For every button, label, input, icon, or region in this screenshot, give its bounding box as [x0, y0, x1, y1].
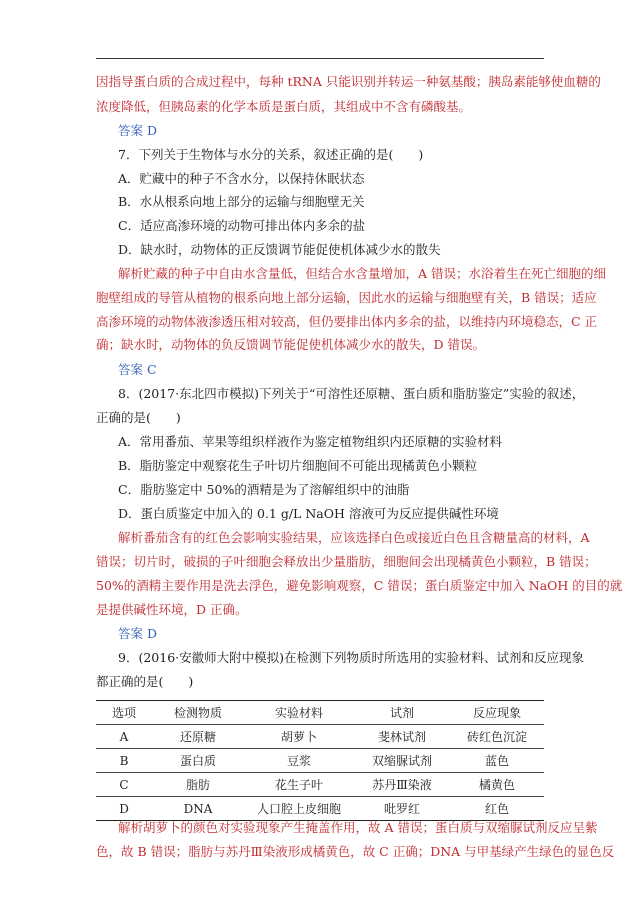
table-cell: 胡萝卜: [244, 725, 354, 749]
q8-option-d: D．蛋白质鉴定中加入的 0.1 g/L NaOH 溶液可为反应提供碱性环境: [118, 506, 499, 521]
q7-option-d: D．缺水时，动物体的正反馈调节能促使机体减少水的散失: [118, 242, 441, 257]
table-cell: 人口腔上皮细胞: [244, 797, 354, 821]
q9-table: [96, 700, 544, 821]
table-header-cell: 实验材料: [244, 701, 354, 725]
table-cell: D: [96, 797, 152, 821]
q7-stem: 7．下列关于生物体与水分的关系，叙述正确的是( ): [118, 147, 424, 162]
table-cell: 蛋白质: [152, 749, 244, 773]
table-row: [96, 725, 544, 749]
table-row: [96, 773, 544, 797]
q7-explanation-line-2: 胞壁组成的导管从植物的根系向地上部分运输，因此水的运输与细胞壁有关，B 错误；适应: [96, 290, 597, 305]
q8-option-c: C．脂肪鉴定中 50%的酒精是为了溶解组织中的油脂: [118, 482, 410, 497]
table-cell: 吡罗红: [354, 797, 450, 821]
table-cell: 苏丹Ⅲ染液: [354, 773, 450, 797]
q8-option-a: A．常用番茄、苹果等组织样液作为鉴定植物组织内还原糖的实验材料: [118, 434, 503, 449]
header-rule: [96, 58, 544, 59]
q7-answer: 答案 C: [118, 362, 157, 377]
q9-explanation-line-1: 解析胡萝卜的颜色对实验现象产生掩盖作用，故 A 错误；蛋白质与双缩脲试剂反应呈紫: [118, 820, 598, 835]
q7-explanation-line-1: 解析贮藏的种子中自由水含量低，但结合水含量增加，A 错误；水浴着生在死亡细胞的细: [118, 266, 607, 281]
table-cell: 红色: [450, 797, 544, 821]
q8-option-b: B．脂肪鉴定中观察花生子叶切片细胞间不可能出现橘黄色小颗粒: [118, 458, 478, 473]
table-header-cell: 反应现象: [450, 701, 544, 725]
q8-stem-line-1: 8．(2017·东北四市模拟)下列关于“可溶性还原糖、蛋白质和脂肪鉴定”实验的叙述，: [118, 386, 585, 401]
table-cell: 豆浆: [244, 749, 354, 773]
table-cell: 脂肪: [152, 773, 244, 797]
table-cell: 花生子叶: [244, 773, 354, 797]
q8-stem-line-2: 正确的是( ): [96, 410, 181, 425]
q7-explanation-line-4: 确；缺水时，动物体的负反馈调节能促使机体减少水的散失，D 错误。: [96, 337, 485, 352]
table-cell: 双缩脲试剂: [354, 749, 450, 773]
table-cell: 蓝色: [450, 749, 544, 773]
table-cell: 砖红色沉淀: [450, 725, 544, 749]
q8-answer: 答案 D: [118, 626, 157, 641]
table-row: [96, 749, 544, 773]
prev-explanation-line-2: 浓度降低，但胰岛素的化学本质是蛋白质，其组成中不含有磷酸基。: [96, 99, 472, 114]
table-cell: 橘黄色: [450, 773, 544, 797]
table-header-cell: 选项: [96, 701, 152, 725]
table-cell: 斐林试剂: [354, 725, 450, 749]
table-cell: DNA: [152, 797, 244, 821]
table-cell: C: [96, 773, 152, 797]
table-header-cell: 检测物质: [152, 701, 244, 725]
q9-stem-line-2: 都正确的是( ): [96, 674, 194, 689]
table-row: [96, 797, 544, 821]
q8-explanation-line-3: 50%的酒精主要作用是洗去浮色，避免影响观察，C 错误；蛋白质鉴定中加入 NaOH 的目的就: [96, 578, 623, 593]
q8-explanation-line-4: 是提供碱性环境，D 正确。: [96, 602, 248, 617]
q8-explanation-line-1: 解析番茄含有的红色会影响实验结果，应该选择白色或接近白色且含糖量高的材料，A: [118, 530, 590, 545]
table-header-row: [96, 701, 544, 725]
q7-option-b: B．水从根系向地上部分的运输与细胞壁无关: [118, 194, 365, 209]
q9-stem-line-1: 9．(2016·安徽师大附中模拟)在检测下列物质时所选用的实验材料、试剂和反应现象: [118, 650, 584, 665]
q9-explanation-line-2: 色，故 B 错误；脂肪与苏丹Ⅲ染液形成橘黄色，故 C 正确；DNA 与甲基绿产生绿色的显色反: [96, 844, 615, 859]
prev-explanation-line-1: 因指导蛋白质的合成过程中，每种 tRNA 只能识别并转运一种氨基酸；胰岛素能够使血糖的: [96, 74, 601, 89]
q7-option-a: A．贮藏中的种子不含水分，以保持休眠状态: [118, 171, 365, 186]
table-header-cell: 试剂: [354, 701, 450, 725]
table-cell: B: [96, 749, 152, 773]
prev-answer: 答案 D: [118, 123, 157, 138]
q8-explanation-line-2: 错误；切片时，破损的子叶细胞会释放出少量脂肪，细胞间会出现橘黄色小颗粒，B 错误；: [96, 554, 597, 569]
q7-option-c: C．适应高渗环境的动物可排出体内多余的盐: [118, 218, 366, 233]
table-cell: 还原糖: [152, 725, 244, 749]
table-cell: A: [96, 725, 152, 749]
q7-explanation-line-3: 高渗环境的动物体液渗透压相对较高，但仍要排出体内多余的盐，以维持内环境稳态，C 正: [96, 314, 598, 329]
